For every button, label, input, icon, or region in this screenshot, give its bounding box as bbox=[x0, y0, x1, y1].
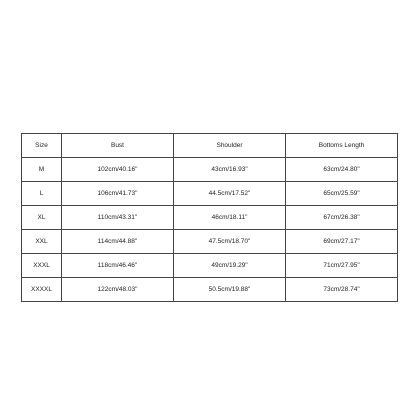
size-cell: XXXL bbox=[22, 254, 62, 278]
bottoms-length-cell: 67cm/26.38" bbox=[286, 206, 398, 230]
table-row bbox=[22, 206, 398, 230]
column-header-bottoms-length: Bottoms Length bbox=[286, 134, 398, 158]
bottoms-length-cell: 73cm/28.74" bbox=[286, 278, 398, 302]
column-header-bust: Bust bbox=[62, 134, 174, 158]
bottoms-length-cell: 71cm/27.95" bbox=[286, 254, 398, 278]
bust-cell: 114cm/44.88" bbox=[62, 230, 174, 254]
bottoms-length-cell: 65cm/25.59" bbox=[286, 182, 398, 206]
shoulder-cell: 50.5cm/19.88" bbox=[174, 278, 286, 302]
shoulder-cell: 43cm/16.93" bbox=[174, 158, 286, 182]
shoulder-cell: 44.5cm/17.52" bbox=[174, 182, 286, 206]
table-row bbox=[22, 230, 398, 254]
shoulder-cell: 49cm/19.29" bbox=[174, 254, 286, 278]
bust-cell: 122cm/48.03" bbox=[62, 278, 174, 302]
size-chart-table bbox=[21, 133, 398, 302]
size-cell: M bbox=[22, 158, 62, 182]
bust-cell: 106cm/41.73" bbox=[62, 182, 174, 206]
table-row bbox=[22, 182, 398, 206]
shoulder-cell: 47.5cm/18.70" bbox=[174, 230, 286, 254]
bottoms-length-cell: 63cm/24.80" bbox=[286, 158, 398, 182]
bust-cell: 118cm/46.46" bbox=[62, 254, 174, 278]
bottoms-length-cell: 69cm/27.17" bbox=[286, 230, 398, 254]
size-cell: XXXXL bbox=[22, 278, 62, 302]
bust-cell: 110cm/43.31" bbox=[62, 206, 174, 230]
table-row bbox=[22, 278, 398, 302]
table-row bbox=[22, 158, 398, 182]
size-cell: XXL bbox=[22, 230, 62, 254]
size-cell: XL bbox=[22, 206, 62, 230]
header-row bbox=[22, 134, 398, 158]
column-header-size: Size bbox=[22, 134, 62, 158]
size-cell: L bbox=[22, 182, 62, 206]
shoulder-cell: 46cm/18.11" bbox=[174, 206, 286, 230]
table-row bbox=[22, 254, 398, 278]
column-header-shoulder: Shoulder bbox=[174, 134, 286, 158]
bust-cell: 102cm/40.16" bbox=[62, 158, 174, 182]
